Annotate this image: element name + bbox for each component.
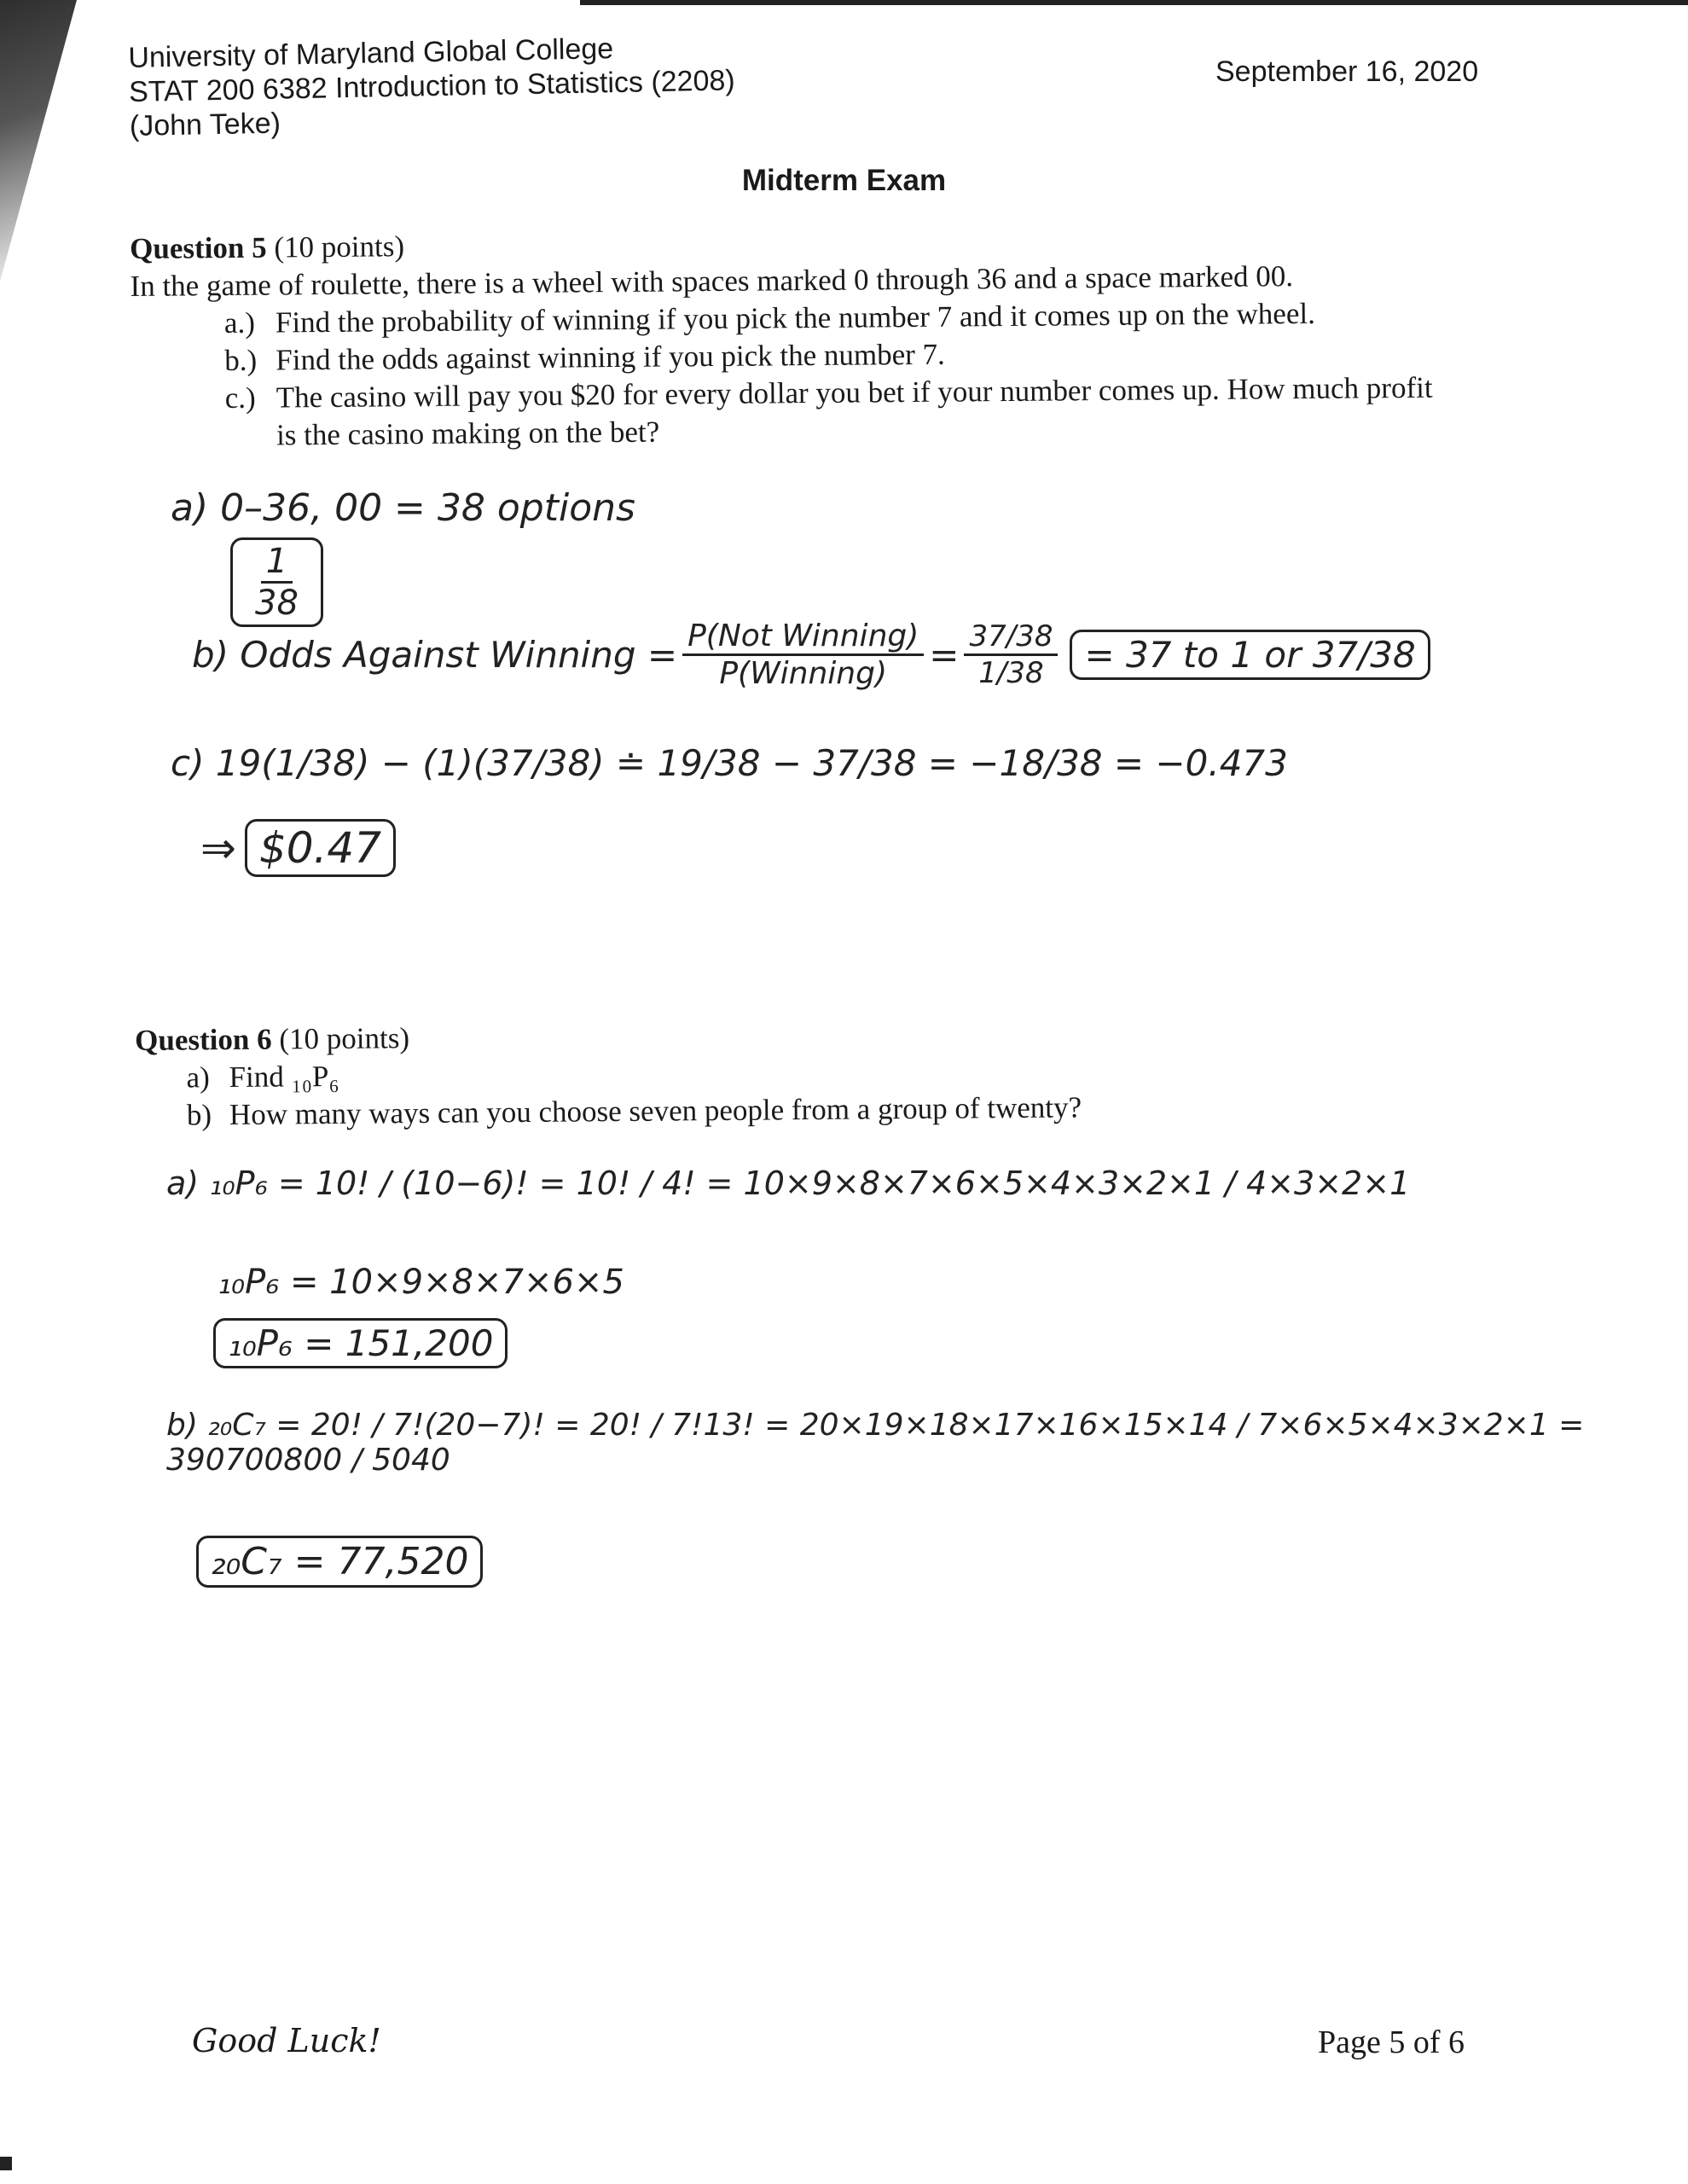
q5-work-a: a) 0–36, 00 = 38 options [171, 486, 635, 530]
question-6-number: Question 6 [135, 1022, 272, 1057]
odds-label: b) Odds Against Winning = [192, 634, 678, 676]
part-text: The casino will pay you $20 for every dollar you bet if your number comes up. How much profit is the casino making on the bet? [276, 370, 1433, 452]
q6-work-b: b) ₂₀C₇ = 20! / 7!(20−7)! = 20! / 7!13! = 20×19×18×17×16×15×14 / 7×6×5×4×3×2×1 = 390700800 / 5040 [166, 1408, 1585, 1478]
question-6 [135, 1011, 1415, 1135]
q5-answer-b: = 37 to 1 or 37/38 [1070, 630, 1430, 680]
part-label: c.) [224, 380, 256, 415]
q6-answer-a [213, 1318, 508, 1368]
q5-answer-c: ⇒ $0.47 [200, 819, 396, 877]
part-text: Find the odds against winning if you pick the number 7. [276, 337, 945, 377]
part-text: Find ₁₀P₆ [229, 1059, 339, 1095]
q6-answer-b [196, 1536, 483, 1588]
page-title: Midterm Exam [741, 164, 947, 197]
odds-value-numerator: 37/38 [964, 619, 1058, 656]
exam-date: September 16, 2020 [1215, 55, 1479, 88]
question-5-number: Question 5 [130, 230, 267, 265]
institution-name: University of Maryland Global College [128, 32, 614, 74]
odds-denominator: P(Winning) [719, 656, 888, 691]
part-label: b) [186, 1098, 212, 1132]
good-luck-note: Good Luck! [192, 2022, 381, 2059]
question-5-intro: In the game of roulette, there is a wheel with spaces marked 0 through 36 and a space marked 00. [130, 259, 1294, 303]
equals-sign: = [929, 634, 960, 676]
answer-box: ₂₀C₇ = 77,520 [196, 1536, 483, 1588]
part-label: a.) [223, 305, 256, 340]
course-title: STAT 200 6382 Introduction to Statistics (2208) [128, 64, 736, 108]
scan-top-edge [580, 0, 1688, 5]
odds-value-denominator: 1/38 [978, 656, 1044, 690]
question-5-points: (10 points) [274, 229, 405, 264]
part-text: How many ways can you choose seven people from a group of twenty? [229, 1090, 1082, 1132]
q6-work-a-line2: ₁₀P₆ = 10×9×8×7×6×5 [218, 1263, 624, 1302]
part-label: b.) [224, 343, 258, 378]
course-header [128, 29, 736, 143]
q5-work-c: c) 19(1/38) − (1)(37/38) ≐ 19/38 − 37/38 = −18/38 = −0.473 [171, 742, 1288, 784]
question-5-part-c [225, 369, 1446, 455]
answer-box: $0.47 [245, 819, 396, 877]
question-6-points: (10 points) [279, 1021, 410, 1056]
page-number: Page 5 of 6 [1318, 2024, 1465, 2060]
part-label: a) [186, 1060, 210, 1095]
scan-edge-mark [0, 2157, 12, 2170]
fraction-numerator: 1 [261, 542, 293, 584]
question-5 [130, 218, 1496, 456]
odds-numerator: P(Not Winning) [682, 619, 924, 656]
q5-answer-a [230, 537, 323, 627]
page-corner-shadow [0, 0, 77, 282]
fraction-denominator: 38 [255, 584, 299, 623]
q5-work-b [192, 619, 1430, 691]
part-text: Find the probability of winning if you pick the number 7 and it comes up on the wheel. [275, 296, 1316, 340]
answer-box: ₁₀P₆ = 151,200 [213, 1318, 508, 1368]
q6-work-a-line1: a) ₁₀P₆ = 10! / (10−6)! = 10! / 4! = 10×9×8×7×6×5×4×3×2×1 / 4×3×2×1 [166, 1165, 1411, 1202]
instructor-name: (John Teke) [129, 107, 281, 142]
